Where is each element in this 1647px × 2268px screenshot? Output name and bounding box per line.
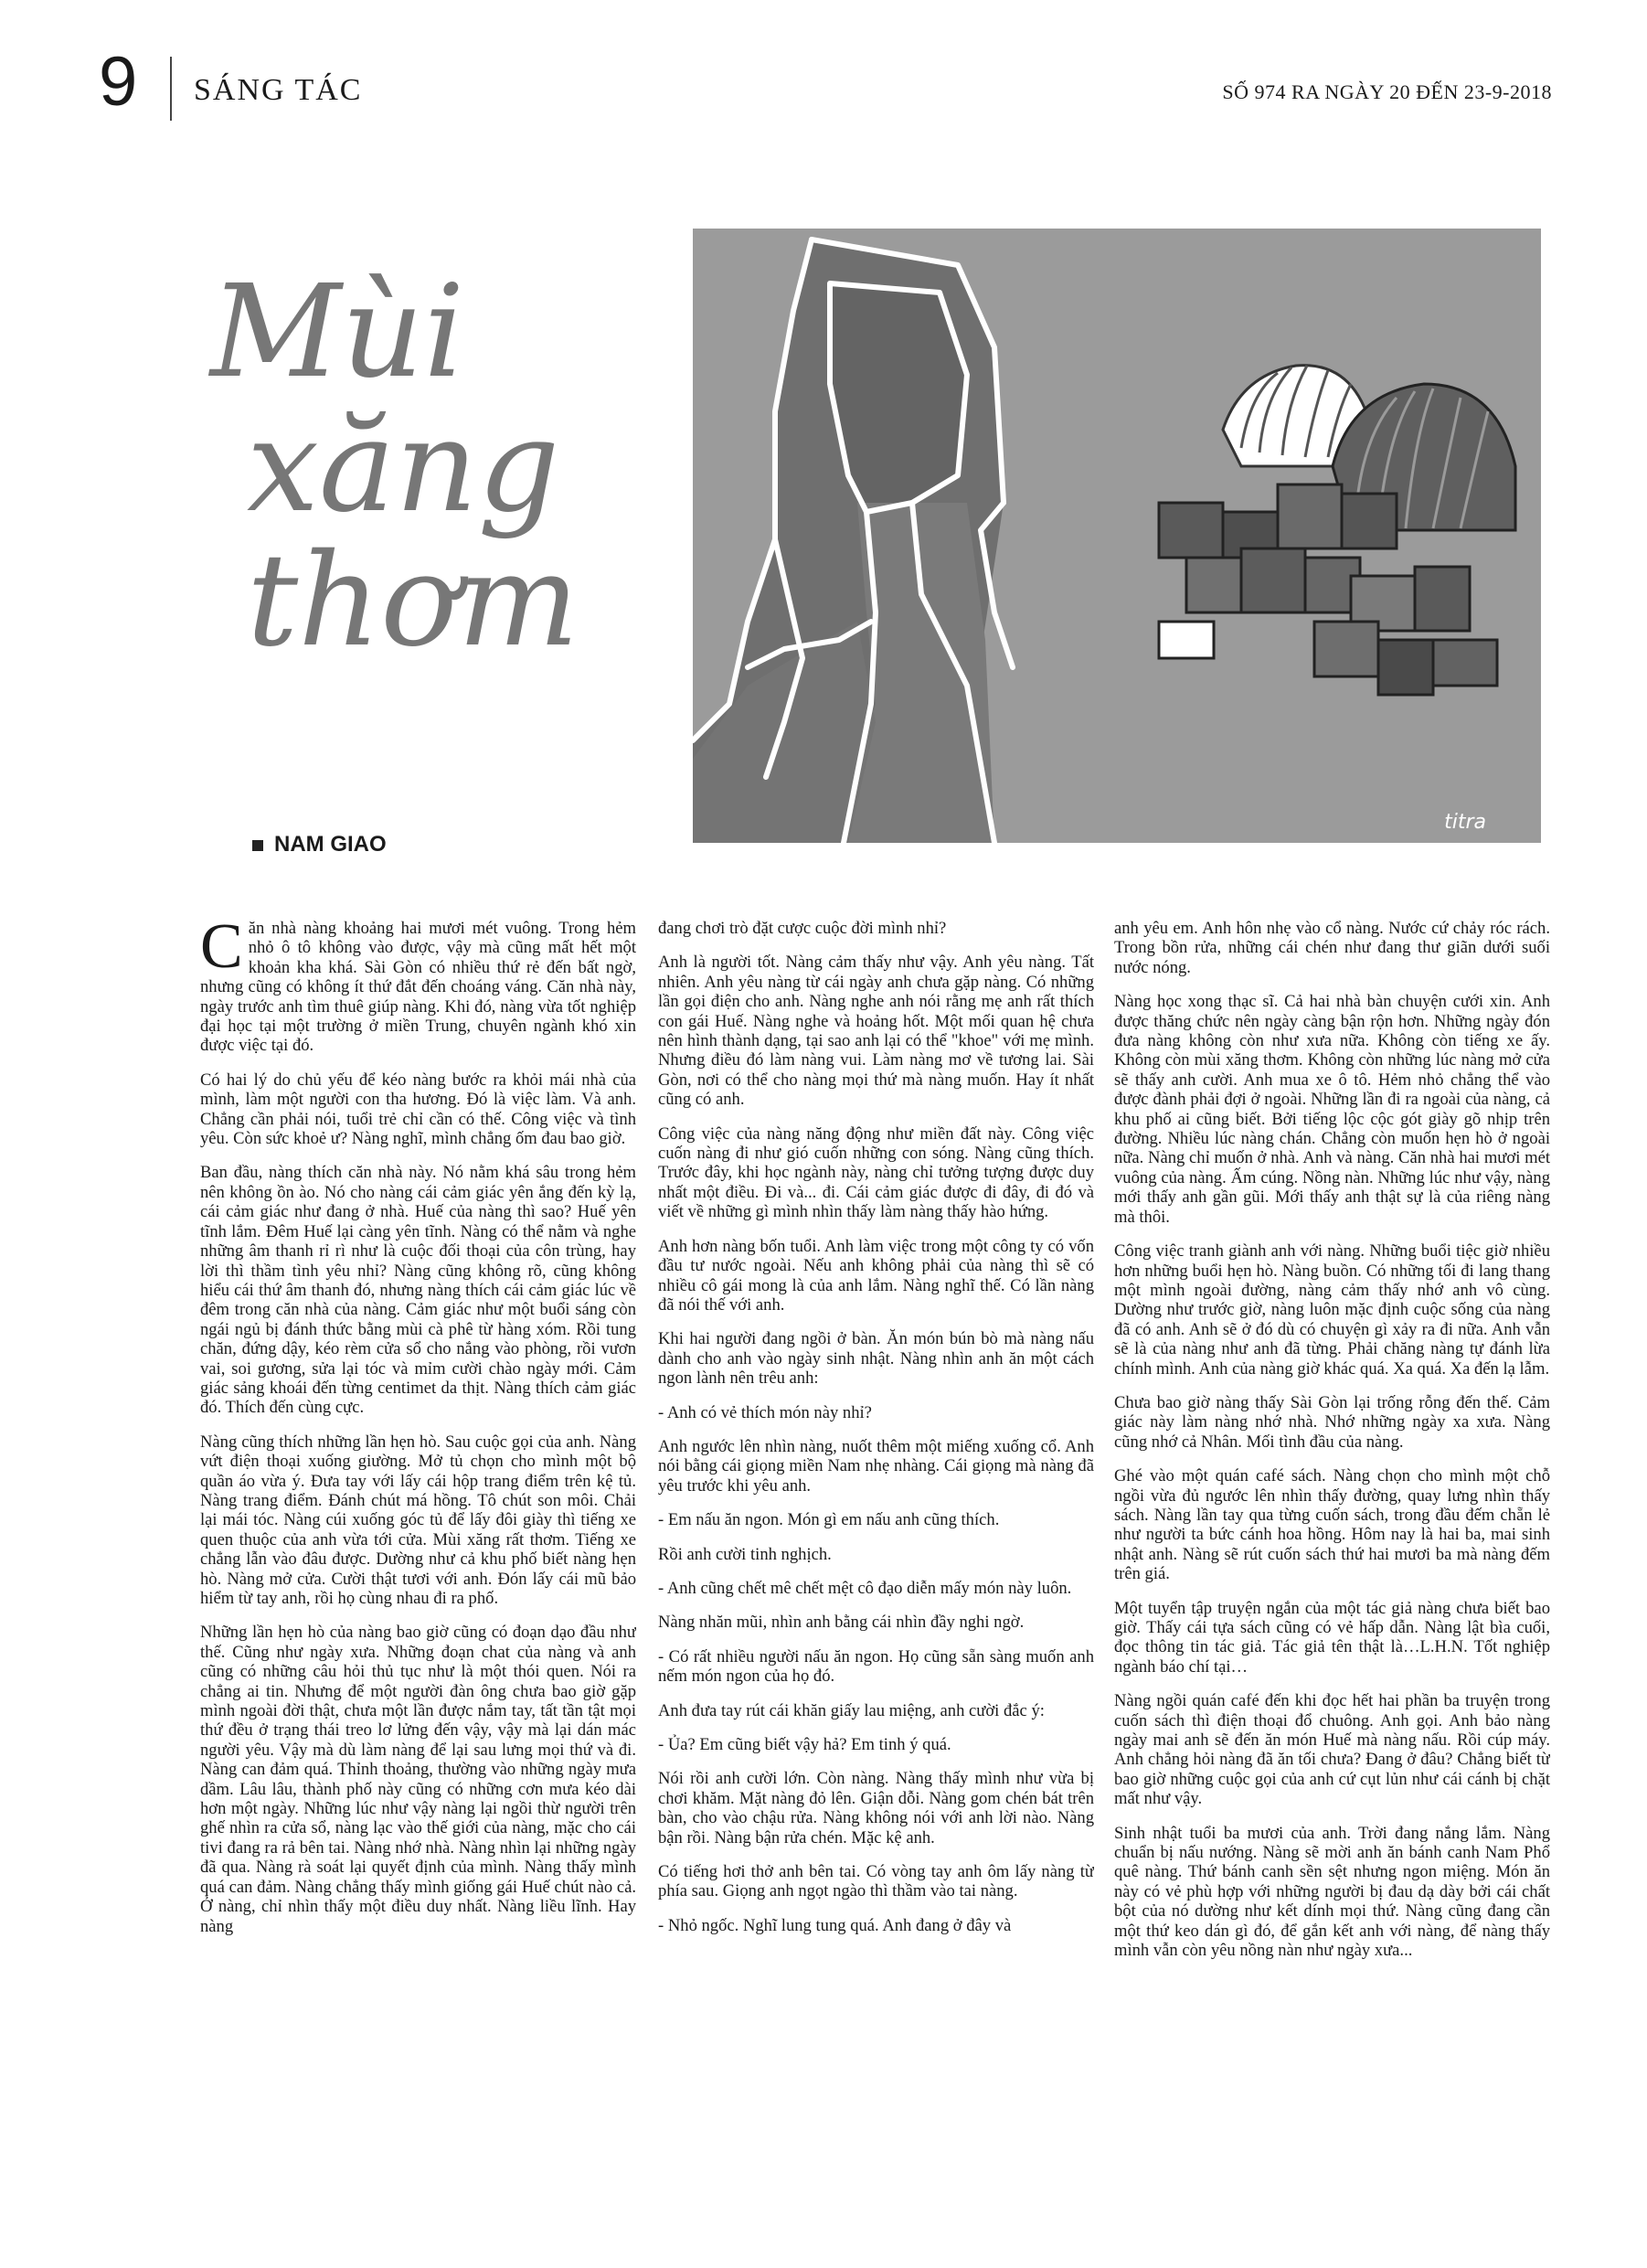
paragraph: Công việc tranh giành anh với nàng. Những buổi tiệc giờ nhiều hơn những buổi hẹn hò. Nàng buồn. Có những tối đi lang thang một mình ngoài đường, nàng cảm thấy nhớ anh vô cùng. Dường như trước giờ, nàng luôn mặc định cuộc sống của nàng đã có anh. Anh sẽ ở đó dù có chuyện gì xảy ra đi nữa. Anh vẫn sẽ là của nàng như anh đã từng. Phải chăng nàng tự đánh lừa chính mình. Anh của nàng giờ khác quá. Xa quá. Xa đến lạ lẫm.: [1114, 1241, 1550, 1379]
illustration: [693, 229, 1541, 843]
article-column-1: [200, 919, 636, 2217]
article-title: [192, 258, 704, 676]
paragraph: Anh đưa tay rút cái khăn giấy lau miệng, anh cười đắc ý:: [658, 1700, 1045, 1720]
paragraph: - Em nấu ăn ngon. Món gì em nấu anh cũng thích.: [658, 1510, 1000, 1530]
title-line-3: thơm: [247, 527, 579, 676]
paragraph: Anh hơn nàng bốn tuổi. Anh làm việc trong một công ty có vốn đầu tư nước ngoài. Nếu anh không phải của nàng thì sẽ có nhiều cô gái mong là của anh lắm. Nàng nghĩ thế. Có lần nàng đã nói thế với anh.: [658, 1236, 1094, 1315]
paragraph: anh yêu em. Anh hôn nhẹ vào cổ nàng. Nước cứ chảy róc rách. Trong bồn rửa, những cái chén như đang thư giãn dưới suối nước nóng.: [1114, 919, 1550, 977]
paragraph: Nàng học xong thạc sĩ. Cả hai nhà bàn chuyện cưới xin. Anh được thăng chức nên ngày càng bận rộn hơn. Những ngày đón đưa nàng không còn như xưa nữa. Không còn tiếng xe ấy. Không còn mùi xăng thơm. Không còn những lúc nàng mở cửa sẽ thấy anh cười. Anh mua xe ô tô. Hẻm nhỏ chẳng thể vào được đành phải đợi ở ngoài. Những lần đi ra ngoài của nàng, cả khu phố ai cũng biết. Bởi tiếng lộc cộc gót giày gõ nhịp trên đường. Nhiều lúc nàng chán. Chẳng còn muốn hẹn hò ở ngoài nữa. Nàng chỉ muốn ở nhà. Anh và nàng. Căn nhà hai mươi mét vuông của nàng. Ấm cúng. Nồng nàn. Những lúc như vậy, nàng mới thấy anh gần gũi. Mới thấy anh thật sự là của riêng nàng mà thôi.: [1114, 992, 1550, 1227]
paragraph: Công việc của nàng năng động như miền đất này. Công việc cuốn nàng đi như gió cuốn những con sóng. Nàng cũng thích. Trước đây, khi học ngành này, nàng chỉ tưởng tượng được duy nhất một điều. Đi và... đi. Cái cảm giác được đi đây, đi đó và viết về những gì mình nhìn thấy làm nàng thấy hào hứng.: [658, 1123, 1094, 1222]
woman-silhouette-illustration: [693, 229, 1541, 843]
paragraph: - Anh cũng chết mê chết mệt cô đạo diễn mấy món này luôn.: [658, 1578, 1072, 1598]
drop-cap: C: [200, 919, 243, 982]
paragraph: Chưa bao giờ nàng thấy Sài Gòn lại trống rỗng đến thế. Cảm giác này làm nàng nhớ nhà. Nhớ những ngày xa xưa. Nàng cũng nhớ cả Nhân. Mối tình đầu của nàng.: [1114, 1392, 1550, 1452]
paragraph: Anh là người tốt. Nàng cảm thấy như vậy. Anh yêu nàng. Tất nhiên. Anh yêu nàng từ cái ngày anh chưa gặp nàng. Có những lần gọi điện cho anh. Nàng nghe anh nói rằng mẹ anh rất thích con gái Huế. Nàng nghe và hoảng hốt. Một mối quan hệ chưa nên hình thành dạng, tại sao anh lại có thể "khoe" với mẹ mình. Nhưng điều đó làm nàng vui. Làm nàng mơ về tương lai. Sài Gòn, nơi có thể cho nàng mọi thứ mà nàng muốn. Hay ít nhất cũng có anh.: [658, 953, 1094, 1110]
artist-signature: titra: [1444, 811, 1486, 834]
article-column-2: [658, 919, 1094, 2217]
page-header: [99, 43, 1552, 121]
paragraph: Nàng ngồi quán café đến khi đọc hết hai phần ba truyện trong cuốn sách thì điện thoại đổ chuông. Anh gọi. Anh bảo nàng ngày mai anh sẽ đến ăn món Huế mà nàng nấu. Rồi cúp máy. Anh chẳng hỏi nàng đã ăn tối chưa? Đang ở đâu? Chẳng biết từ bao giờ những cuộc gọi của anh cứ cụt lủn như cái cánh bị chặt mất như vậy.: [1114, 1691, 1550, 1809]
author-name: NAM GIAO: [274, 832, 387, 857]
paragraph: Có tiếng hơi thở anh bên tai. Có vòng tay anh ôm lấy nàng từ phía sau. Giọng anh ngọt ngào thì thầm vào tai nàng.: [658, 1862, 1094, 1901]
issue-info: SỐ 974 RA NGÀY 20 ĐẾN 23-9-2018: [1222, 80, 1552, 103]
paragraph: đang chơi trò đặt cược cuộc đời mình nhỉ?: [658, 919, 947, 938]
paragraph: Rồi anh cười tinh nghịch.: [658, 1544, 832, 1564]
title-line-1: Mùi: [210, 258, 465, 407]
page-number: 9: [99, 43, 138, 121]
byline: [252, 832, 387, 857]
paragraph: Một tuyển tập truyện ngắn của một tác giả nàng chưa biết bao giờ. Thấy cái tựa sách cũng có vẻ hấp dẫn. Nàng lật bìa cuối, đọc thông tin tác giả. Tác giả tên thật là…L.H.N. Tốt nghiệp ngành báo chí tại…: [1114, 1598, 1550, 1677]
section-title: SÁNG TÁC: [194, 73, 363, 107]
square-bullet-icon: [252, 840, 263, 851]
paragraph: Nàng nhăn mũi, nhìn anh bằng cái nhìn đầy nghi ngờ.: [658, 1613, 1025, 1633]
header-divider: [170, 57, 172, 121]
paragraph: Nói rồi anh cười lớn. Còn nàng. Nàng thấy mình như vừa bị chơi khăm. Mặt nàng đỏ lên. Giận dỗi. Nàng gom chén bát trên bàn, cho vào chậu rửa. Nàng không nói với anh lời nào. Nàng bận rồi. Nàng bận rửa chén. Mặc kệ anh.: [658, 1769, 1094, 1847]
article-column-3: [1114, 919, 1550, 2217]
paragraph: Những lần hẹn hò của nàng bao giờ cũng có đoạn dạo đầu như thế. Cũng như ngày xưa. Những đoạn chat của nàng và anh cũng có những câu hỏi thủ tục như là một thói quen. Nói ra chẳng ai tin. Nhưng để một người đàn ông chưa bao giờ gặp mình ngoài đời thật, chưa một lần được nắm tay, tất tần tật mọi thứ đều ở trạng thái treo lơ lửng đến vậy, vậy mà lại dán mác người yêu. Vậy mà dù làm nàng để lại sau lưng mọi thứ và đi. Nàng can đảm quá. Thỉnh thoảng, thường vào những ngày mưa dầm. Lâu lâu, thành phố này cũng có những cơn mưa kéo dài hơn một ngày. Những lúc như vậy nàng lại ngồi thừ người trên ghế nhìn ra cửa sổ, nàng lạc vào thế giới của nàng, mặc cho cái tivi đang ra rả bên tai. Nàng nhớ nhà. Nàng nhìn lại những ngày đã qua. Nàng rà soát lại quyết định của mình. Nàng thấy mình quá can đảm. Nàng chẳng thấy mình giống gái Huế chút nào cả. Ở nàng, chỉ nhìn thấy một điều duy nhất. Nàng liều lĩnh. Hay nàng: [200, 1623, 636, 1936]
paragraph: - Có rất nhiều người nấu ăn ngon. Họ cũng sẵn sàng muốn anh nếm món ngon của họ đó.: [658, 1646, 1094, 1687]
paragraph: - Anh có vẻ thích món này nhỉ?: [658, 1402, 872, 1422]
paragraph: Anh ngước lên nhìn nàng, nuốt thêm một miếng xuống cổ. Anh nói bằng cái giọng miền Nam nhẹ nhàng. Cái giọng mà nàng đã yêu trước khi yêu anh.: [658, 1436, 1094, 1496]
paragraph: Khi hai người đang ngồi ở bàn. Ăn món bún bò mà nàng nấu dành cho anh vào ngày sinh nhật. Nàng nhìn anh ăn một cách ngon lành nên trêu anh:: [658, 1329, 1094, 1389]
paragraph: Căn nhà nàng khoảng hai mươi mét vuông. Trong hẻm nhỏ ô tô không vào được, vậy mà cũng mất hết một khoản kha khá. Sài Gòn có nhiều thứ rẻ đến bất ngờ, nhưng cũng có không ít thứ đắt đến choáng váng. Căn nhà này, ngày trước anh tìm thuê giúp nàng. Khi đó, nàng vừa tốt nghiệp đại học tại một trường ở miền Trung, chuyên ngành khó xin được việc tại đó.: [200, 919, 636, 1056]
paragraph: Nàng cũng thích những lần hẹn hò. Sau cuộc gọi của anh. Nàng vứt điện thoại xuống giường. Mở tủ chọn cho mình một bộ quần áo vừa ý. Đưa tay với lấy cái hộp trang điểm trên kệ tủ. Nàng trang điểm. Đánh chút má hồng. Tô chút son môi. Chải lại mái tóc. Nàng cúi xuống góc tủ để lấy đôi giày thì tiếng xe quen thuộc của anh vừa tới cửa. Mùi xăng rất thơm. Tiếng xe chẳng lẫn vào đâu được. Dường như cả khu phố biết nàng hẹn hò. Nàng mở cửa. Cười thật tươi với anh. Đón lấy cái mũ bảo hiểm từ tay anh, rồi họ cùng nhau đi ra phố.: [200, 1432, 636, 1608]
paragraph: Sinh nhật tuổi ba mươi của anh. Trời đang nắng lắm. Nàng chuẩn bị nấu nướng. Nàng sẽ mời anh ăn bánh canh Nam Phổ quê nàng. Thứ bánh canh sền sệt nhưng ngon miệng. Món ăn này có vẻ phù hợp với những người bị đau dạ dày bởi cái chất bột của nó dường như kết dính mọi thứ. Nàng cũng đang cần một thứ keo dán gì đó, để gắn kết anh với nàng, để nàng thấy mình vẫn còn yêu nồng nàn như ngày xưa...: [1114, 1823, 1550, 1961]
paragraph: Ghé vào một quán café sách. Nàng chọn cho mình một chỗ ngồi vừa đủ ngước lên nhìn thấy đường, quay lưng nhìn thấy sách. Nàng lần tay qua từng cuốn sách, trong đầu đếm chẵn lẻ như người ta bức cánh hoa hồng. Hôm nay là hai ba, mai sinh nhật anh. Nàng sẽ rút cuốn sách thứ hai mươi ba mà nàng đếm trên giá.: [1114, 1466, 1550, 1584]
paragraph: - Ủa? Em cũng biết vậy hả? Em tinh ý quá.: [658, 1735, 951, 1754]
paragraph: - Nhỏ ngốc. Nghĩ lung tung quá. Anh đang ở đây và: [658, 1915, 1012, 1935]
title-line-2: xăng: [247, 392, 560, 541]
paragraph: Có hai lý do chủ yếu để kéo nàng bước ra khỏi mái nhà của mình, làm một người con tha hương. Đó là việc làm. Và anh. Chẳng cần phải nói, tuổi trẻ chỉ cần có thế. Công việc và tình yêu. Còn sức khoẻ ư? Nàng nghĩ, mình chẳng ốm đau bao giờ.: [200, 1070, 636, 1149]
paragraph: Ban đầu, nàng thích căn nhà này. Nó nằm khá sâu trong hẻm nên không ồn ào. Nó cho nàng cái cảm giác yên ắng đến kỳ lạ, cái cảm giác như đang ở nhà. Huế của nàng thì sao? Huế yên tĩnh lắm. Đêm Huế lại càng yên tĩnh. Nàng có thể nằm và nghe những âm thanh rỉ rì như là cuộc đối thoại của côn trùng, hay lời thì thầm tình yêu nhỉ? Nàng cũng không rõ, cũng không hiểu cái thứ âm thanh đó, nhưng nàng thích cái cảm giác lúc về đêm trong căn nhà của nàng. Cảm giác như một buổi sáng còn ngái ngủ bị đánh thức bằng mùi cà phê từ hàng xóm. Rồi tung chăn, đứng dậy, kéo rèm cửa sổ cho nắng vào phòng, rồi vươn vai, soi gương, sửa lại tóc và mỉm cười chào ngày mới. Cảm giác sảng khoái đến từng centimet da thịt. Nàng thích cảm giác đó. Thích đến cùng cực.: [200, 1163, 636, 1418]
